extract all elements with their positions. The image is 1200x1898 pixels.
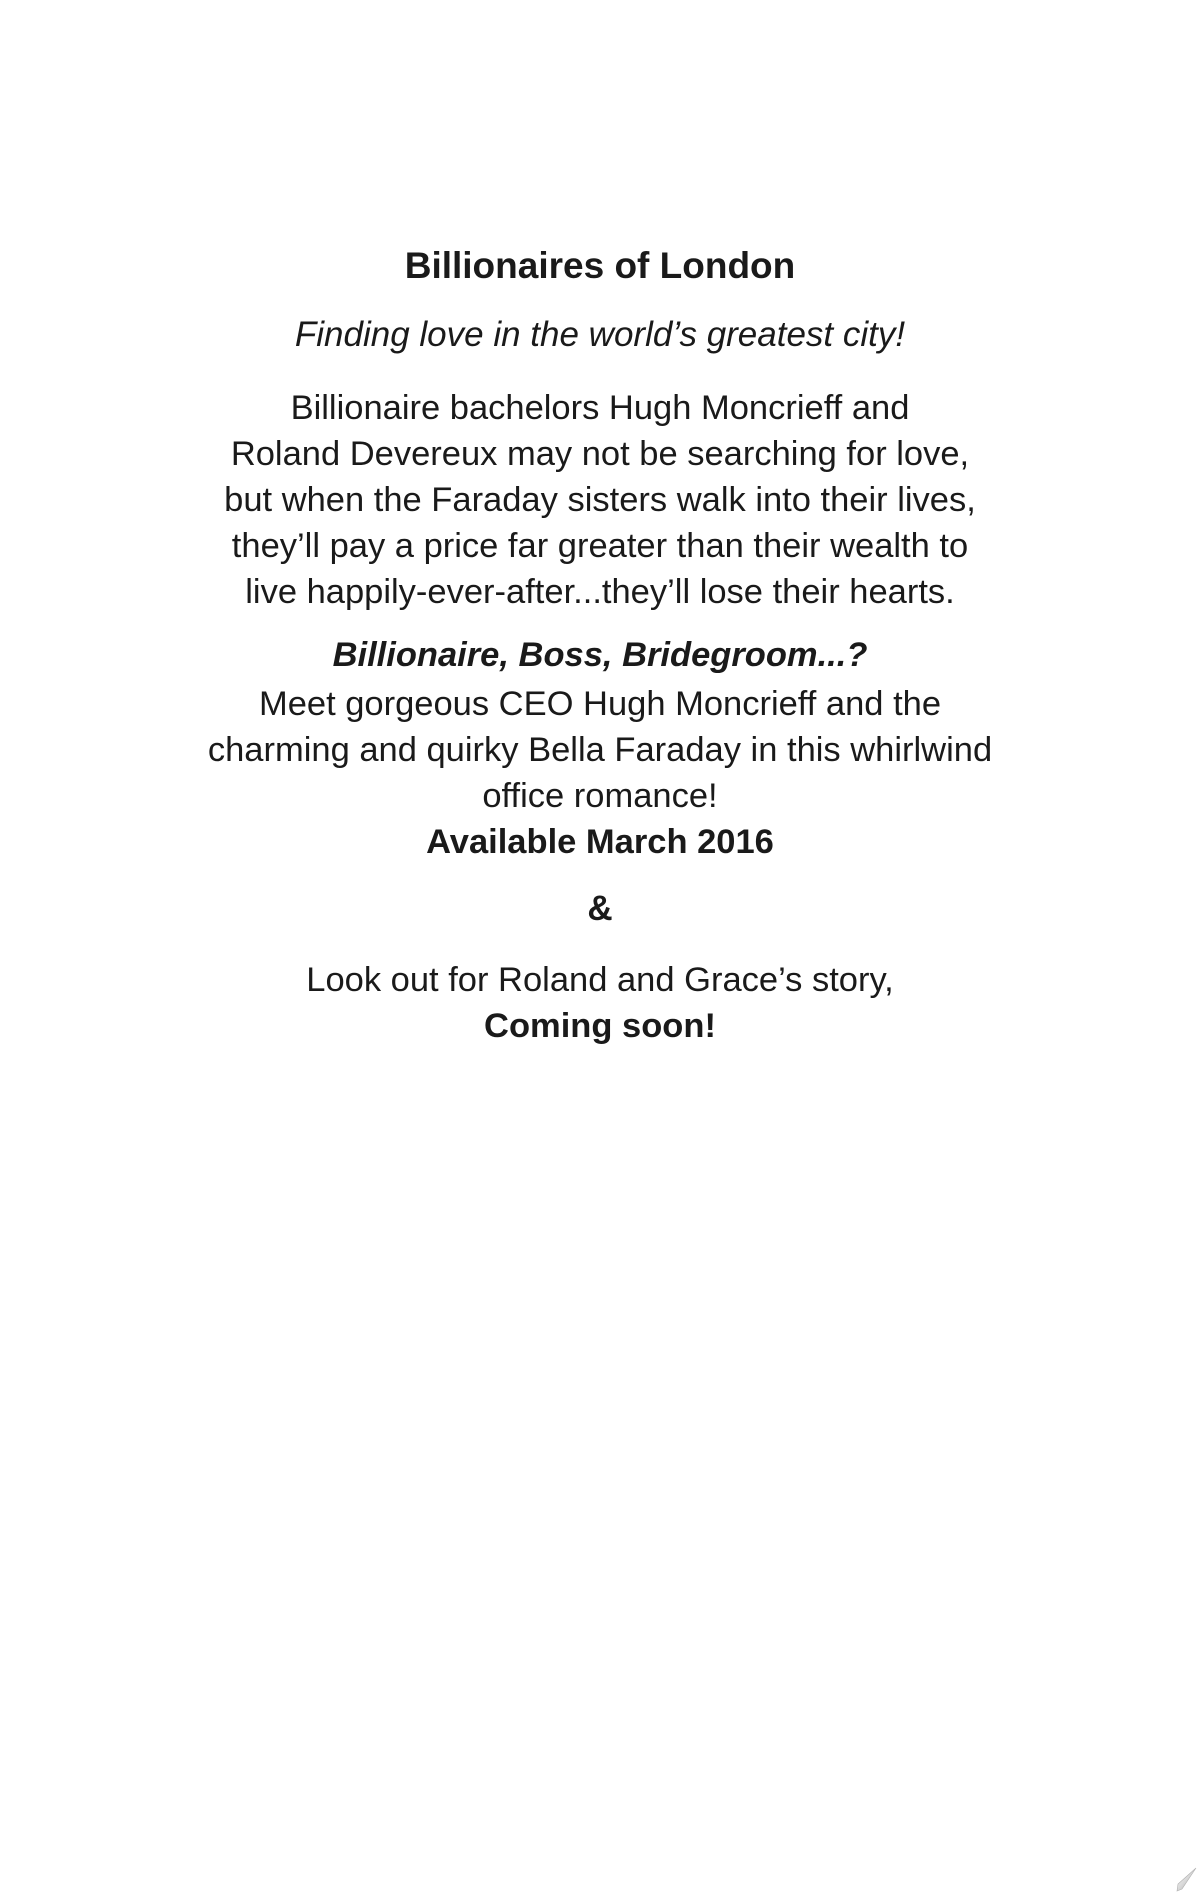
ampersand-separator: & bbox=[587, 889, 613, 928]
series-tagline: Finding love in the world’s greatest city! bbox=[294, 315, 906, 354]
intro-line: Billionaire bachelors Hugh Moncrieff and bbox=[290, 389, 910, 427]
book-one-blurb-line: charming and quirky Bella Faraday in this whirlwind bbox=[207, 731, 993, 769]
book-one-availability: Available March 2016 bbox=[426, 823, 774, 861]
page-curl-icon[interactable] bbox=[1174, 1864, 1198, 1894]
intro-line: they’ll pay a price far greater than their wealth to bbox=[231, 527, 969, 565]
book-one-blurb-line: Meet gorgeous CEO Hugh Moncrieff and the bbox=[258, 685, 942, 723]
book-two-availability: Coming soon! bbox=[484, 1007, 716, 1045]
series-title: Billionaires of London bbox=[404, 245, 796, 286]
book-two-teaser: Look out for Roland and Grace’s story, bbox=[306, 961, 894, 999]
intro-line: live happily-ever-after...they’ll lose their hearts. bbox=[245, 573, 955, 611]
book-one-blurb-line: office romance! bbox=[482, 777, 718, 815]
intro-line: but when the Faraday sisters walk into their lives, bbox=[224, 481, 976, 519]
book-one-title: Billionaire, Boss, Bridegroom...? bbox=[332, 636, 868, 674]
intro-line: Roland Devereux may not be searching for love, bbox=[230, 435, 970, 473]
